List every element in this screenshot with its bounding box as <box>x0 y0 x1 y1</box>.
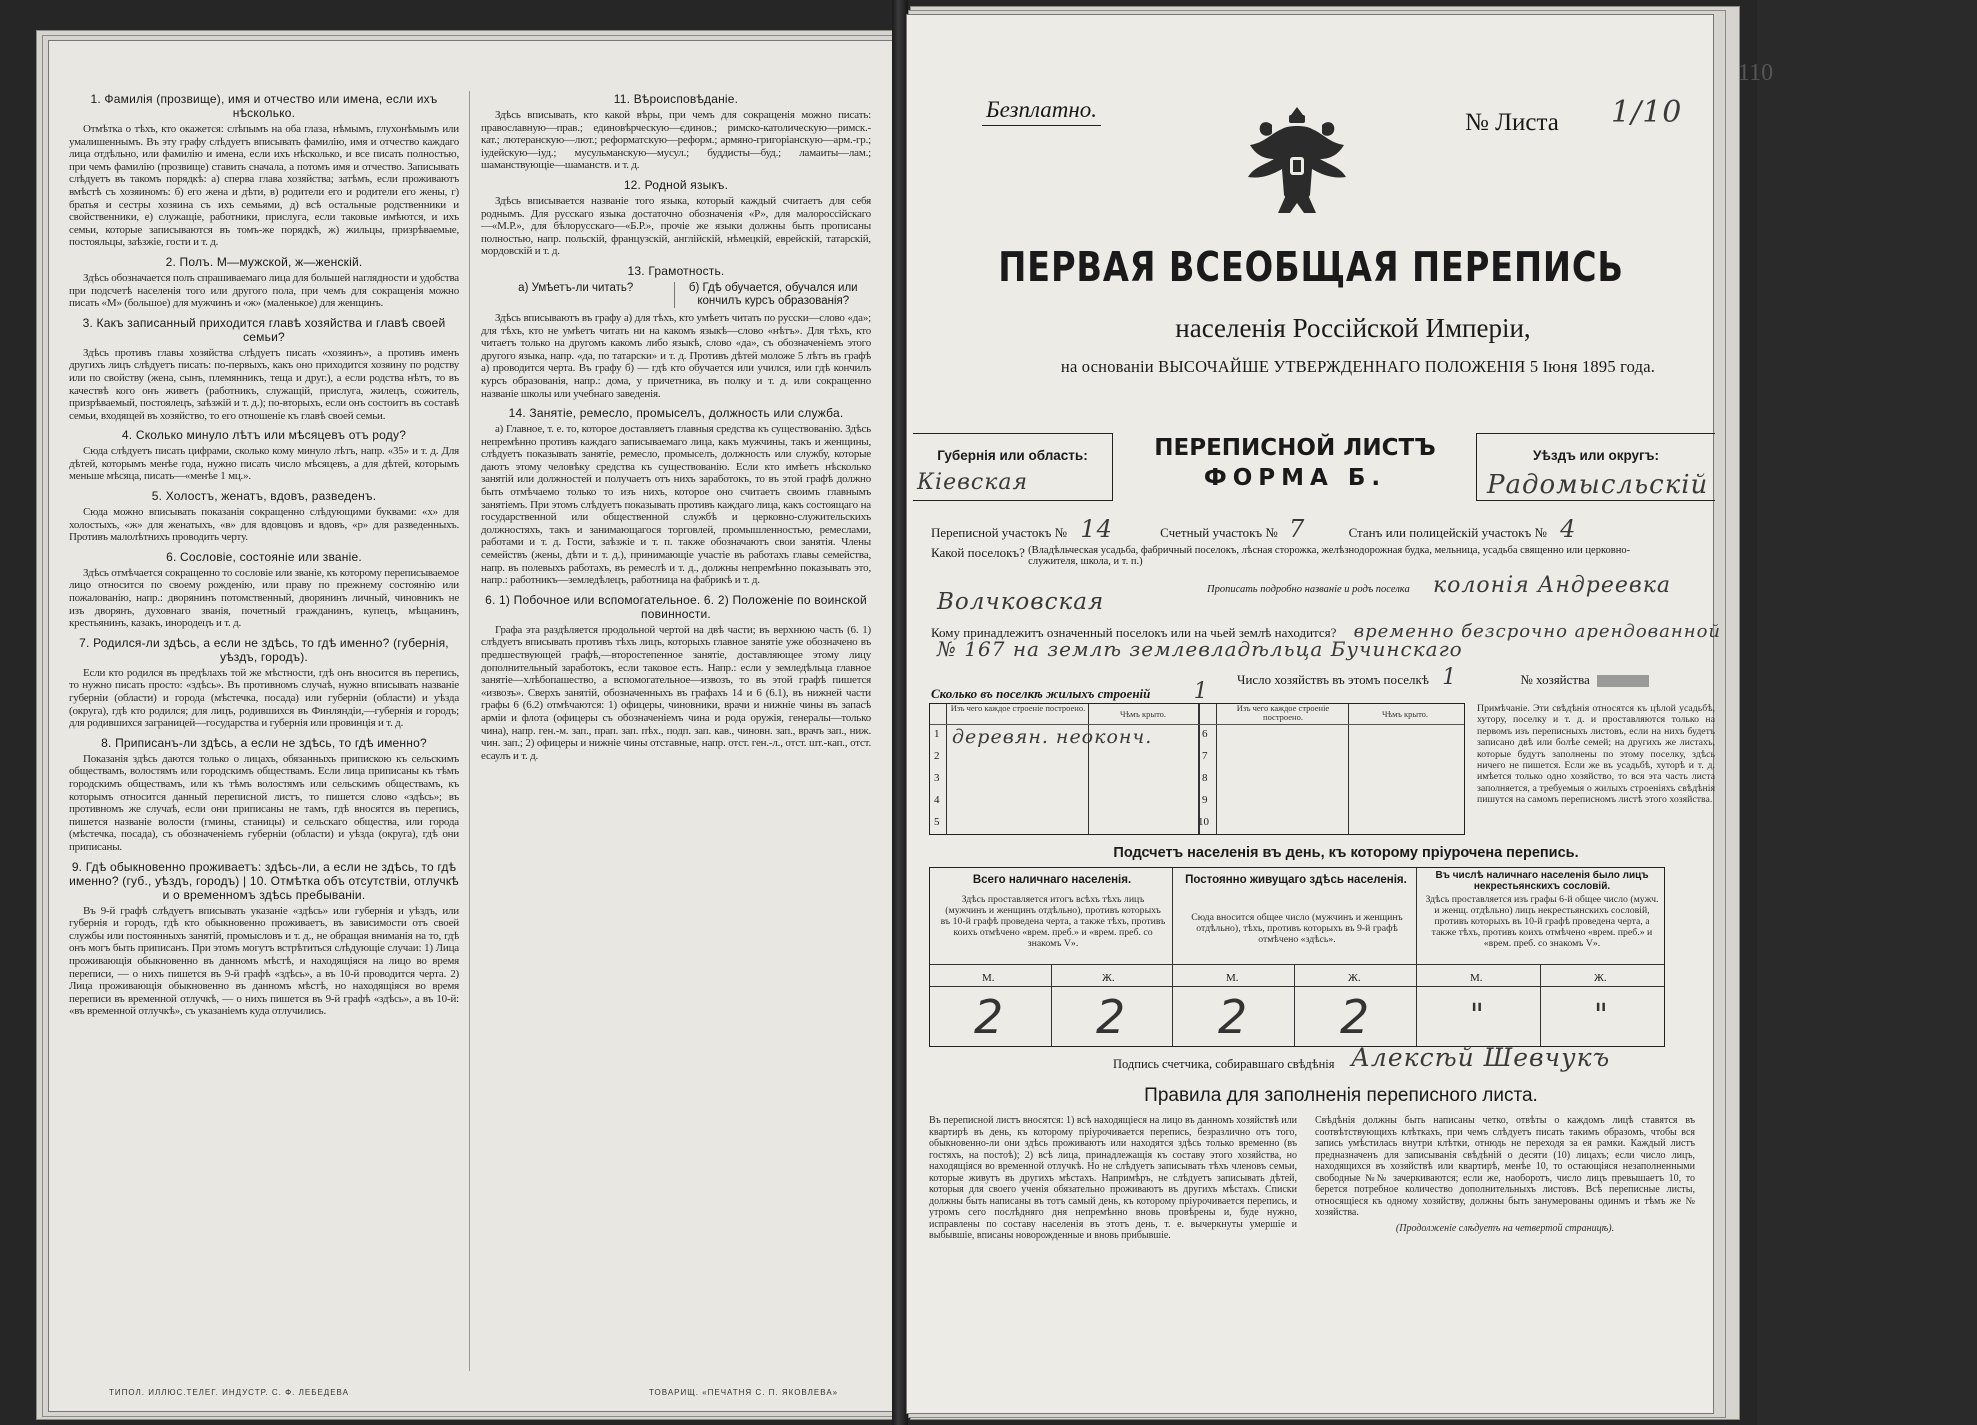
form-title-line-1: ПЕРЕПИСНОЙ ЛИСТЪ <box>1154 435 1436 461</box>
build-row-number: 3 <box>934 772 940 784</box>
stroeniy-value: 1 <box>1193 679 1209 704</box>
section-heading: 9. Гдѣ обыкновенно проживаетъ: здѣсь-ли, а если не здѣсь, то гдѣ именно? (губ., уѣздъ, городъ) | 10. Отмѣтка объ отсутствіи, отлучкѣ и о временномъ здѣсь пребываніи. <box>69 859 459 902</box>
gubernia-box <box>913 433 1113 501</box>
table-rule <box>930 986 1664 987</box>
free-label: Безплатно. <box>982 97 1101 126</box>
poselok-value-2: Волчковская <box>937 589 1105 615</box>
section-text: Здѣсь вписывается названіе того языка, который каждый считаетъ для себя роднымъ. Для русскаго языка достаточно обозначенія «Р», для малороссійскаго—«М.Р.», для бѣлорусскаго—«Б.Р.», прочіе же языки должны быть прописаны полностью, напр. польскій, французскій, англійскій, нѣмецкій, еврейскій, татарскій, мордовскій и т. д. <box>481 194 871 258</box>
build-header-roof-1: Чѣмъ крыто. <box>1119 709 1167 719</box>
section-text: Графа эта раздѣляется продольной чертой на двѣ части; въ верхнюю часть (6. 1) слѣдуетъ вписывать противъ тѣхъ лицъ, которыхъ главное занятіе уже обозначено въ предшествующей графѣ,—второстепенное занятіе, доставляющее этому лицу дополнительный заработокъ, если таковое есть. Напр.: если у земледѣльца главное занятіе—хлѣбопашество, а вспомогательное—извозъ, то въ этой графѣ пишется «извозъ». Сверхъ занятій, обозначенныхъ въ графахъ 14 и 6 (6.1), въ нижней части графы 6 (6.2) отмѣчаются: 1) офицеры, чиновники, врачи и нижніе чины въ запасѣ арміи и флота (офицеры съ обозначеніемъ чина и рода оружія, генералы—только чина), напр. ген.-м. зап., прап. зап. пѣх., подп. зап. кав., чиновн. зап., врачъ зап., ниж. чин. зап.; 2) офицеры и нижніе чины отставные, напр. отст. ген.-л., отст. шт.-кап., отст. есаулъ и т. д. <box>481 623 871 762</box>
count-m-label: М. <box>1226 972 1239 984</box>
section-text: Здѣсь вписывать, кто какой вѣры, при чемъ для сокращенія можно писать: православную—прав.; единовѣрческую—єдинов.; римско-католическую—римск.-кат.; лютеранскую—лют.; реформатскую—реформ.; армяно-григоріанскую—арм.-гр.; іудейскую—іуд.; мусульманскую—мусул.; буддисты—буд.; ламаиты—лам.; шаманствующіе—шаманств. и т. д. <box>481 109 871 172</box>
hoz-value: 1 <box>1442 665 1458 690</box>
count-col-total-desc: Здѣсь проставляется итогъ всѣхъ тѣхъ лицъ (мужчинъ и женщинъ отдѣльно), противъ которыхъ въ 10-й графѣ проведена черта, а также тѣхъ, противъ коихъ отмѣчено «врем. преб.» и «врем. преб. со знакомъ V». <box>940 894 1166 949</box>
count-total-f-value: 2 <box>1096 990 1126 1044</box>
gubernia-label: Губернія или область: <box>937 448 1088 463</box>
section-heading: 4. Сколько минуло лѣтъ или мѣсяцевъ отъ роду? <box>121 428 407 443</box>
build-row-number: 9 <box>1202 794 1208 806</box>
section-text: Показанія здѣсь даются только о лицахъ, обязанныхъ припискою къ сельскимъ обществамъ, волостямъ или городскимъ обществамъ. Если лица приписаны къ тѣмъ городскимъ обществамъ, или къ тѣмъ волостямъ или сельскимъ обществамъ, къ которымъ относится данный переписной листъ, то пишется слово «здѣсь»; въ противномъ же случаѣ, если они приписаны не тамъ, гдѣ вносятся въ перепись, пишется названіе волости (гмины, станицы) и сельскаго общества, или города (мѣстечка, посада), съ обозначеніемъ губерніи (области) и уѣзда (округа), гдѣ они приписаны. <box>69 752 459 853</box>
table-rule <box>1416 868 1417 1046</box>
zemlia-value-1: временно безсрочно арендованной <box>1353 621 1722 642</box>
table-rule <box>1294 964 1295 1046</box>
build-row-1-value: деревян. неоконч. <box>952 726 1153 748</box>
left-page-instructions <box>48 40 894 1412</box>
build-header-material-2: Изъ чего каждое строеніе построено. <box>1236 703 1330 722</box>
printer-footer-right: ТОВАРИЩ. «ПЕЧАТНЯ С. П. ЯКОВЛЕВА» <box>649 1388 839 1397</box>
schetny-label: Счетный участокъ № <box>1160 525 1278 540</box>
census-title: ПЕРВАЯ ВСЕОБЩАЯ ПЕРЕПИСЬ <box>998 243 1624 291</box>
zemlia-label: Кому принадлежитъ означенный поселокъ или на чьей землѣ находится? <box>931 625 1337 640</box>
build-row-number: 6 <box>1202 728 1208 740</box>
section-subheading: а) Умѣетъ-ли читать? <box>481 282 675 308</box>
instructions-column-2 <box>481 86 871 762</box>
section-heading: 3. Какъ записанный приходится главѣ хозяйства и главѣ своей семьи? <box>82 315 446 344</box>
population-count-table <box>929 867 1665 1047</box>
section-text: Сюда можно вписывать показанія сокращенно слѣдующими буквами: «х» для холостыхъ, «ж» для женатыхъ, «в» для вдовцовъ и вдовъ, «р» для разведенныхъ. Противъ малолѣтнихъ проводить черту. <box>69 506 459 544</box>
section-text: Отмѣтка о тѣхъ, кто окажется: слѣпымъ на оба глаза, нѣмымъ, глухонѣмымъ или умалишеннымъ. Въ эту графу слѣдуетъ вписывать фамилію, имя и отчество каждаго лица отдѣльно, или фамилію и имена, если ихъ нѣсколько, и все писать полностью, при чемъ фамилію (прозвище) ставить сначала, а потомъ имя и отчество. Записывать слѣдуетъ въ такомъ порядкѣ: а) сперва глава хозяйства; затѣмъ, если проживаютъ вмѣстѣ съ хозяиномъ: б) его жена и дѣти, в) родители его и родители его жены, г) братья и сестры хозяина съ ихъ семьями, д) всѣ остальные родственники и свойственники, е) служащіе, работники, прислуга, если таковые имѣются, и ихъ семьи, которые записываются въ томъ-же порядкѣ, ж) жильцы, призрѣваемые, постояльцы, заѣзжіе, гости и т. д. <box>69 123 459 249</box>
column-divider <box>469 91 470 1371</box>
rules-right-text: Свѣдѣнія должны быть написаны четко, отвѣты о каждомъ лицѣ ставятся въ соотвѣтствующихъ клѣткахъ, при чемъ слѣдуетъ писать такимъ образомъ, чтобы вся запись умѣстилась внутри клѣтки, отнюдь не переходя за ея рамки. Каждый листъ предназначенъ для записыванія свѣдѣній о десяти (10) лицахъ; если число лицъ, находящихся въ хозяйствѣ или квартирѣ, менѣе 10, то остающіяся незаполненными свободные №№ зачеркиваются; если же, наоборотъ, число лицъ превышаетъ 10, то берется потребное количество дополнительныхъ листовъ. Всѣ переписные листы, относящіеся къ одному хозяйству, должны быть занумерованы одинмъ и тѣмъ же № хозяйства. <box>1315 1115 1695 1218</box>
count-total-m-value: 2 <box>974 990 1004 1044</box>
section-heading: 7. Родился-ли здѣсь, а если не здѣсь, то гдѣ именно? (губернія, уѣздъ, городъ). <box>79 635 449 664</box>
stan-label: Станъ или полицейскій участокъ № <box>1348 525 1547 540</box>
build-row-number: 4 <box>934 794 940 806</box>
enumerator-signature: Алексѣй Шевчукъ <box>1351 1043 1611 1072</box>
poselok-value-1: колонія Андреевка <box>1432 573 1671 598</box>
count-f-label: Ж. <box>1348 972 1361 984</box>
build-header-roof-2: Чѣмъ крыто. <box>1381 709 1429 719</box>
section-heading: 14. Занятіе, ремесло, промыселъ, должность или служба. <box>508 406 844 421</box>
count-col-total-head: Всего наличнаго населенія. <box>972 874 1132 886</box>
rules-column-right <box>1315 1115 1695 1234</box>
build-header-material-1: Изъ чего каждое строеніе построено. <box>950 703 1086 713</box>
count-f-label: Ж. <box>1102 972 1115 984</box>
section-heading: 11. Вѣроисповѣданіе. <box>613 92 739 106</box>
rules-column-left: Въ переписной листъ вносятся: 1) всѣ находящіеся на лицо въ данномъ хозяйствѣ или квартирѣ въ день, къ которому пріурочивается перепись, безразлично отъ того, обыкновенно-ли они здѣсь проживаютъ или находятся здѣсь только временно (въ гостяхъ, на постоѣ); 2) всѣ лица, принадлежащія къ составу этого хозяйства, но находящіяся во временной отлучкѣ. Но не слѣдуетъ записывать тѣхъ членовъ семьи, которые живутъ въ другихъ мѣстахъ. Напримѣръ, не слѣдуетъ записывать дѣтей, которыя для своего ученія обязательно проживаютъ въ другихъ мѣстахъ. Списки должны быть написаны въ тотъ самый день, къ которому пріурочивается перепись, и утромъ сего послѣдняго дня непремѣнно вновь провѣрены и, буде нужно, исправлены по составу населенія въ этотъ день, т. е. вычеркнуты умершіе и выбывшіе, вписаны новорожденные и вновь прибывшіе. <box>929 1115 1297 1241</box>
sheet-number-label: № Листа <box>1465 109 1559 136</box>
section-heading: 1. Фамилія (прозвище), имя и отчество или имена, если ихъ нѣсколько. <box>90 92 438 120</box>
build-row-number: 7 <box>1202 750 1208 762</box>
count-m-label: М. <box>1470 972 1483 984</box>
stroeniy-label: Сколько въ поселкѣ жилыхъ строеній <box>931 686 1151 701</box>
schetny-value: 7 <box>1289 515 1306 543</box>
count-nonpeasant-f-value: " <box>1594 998 1608 1033</box>
stan-value: 4 <box>1560 515 1577 543</box>
section-text: а) Главное, т. е. то, которое доставляетъ главныя средства къ существованію. Здѣсь непремѣнно противъ каждаго записываемаго лица, какъ мужчины, такъ и женщины, слѣдуетъ показывать занятіе, ремесло, промыселъ, должность или службу, которые даютъ этому человѣку средства къ существованію. Если кто имѣетъ нѣсколько занятій или должностей и получаетъ отъ нихъ заработокъ, то въ этой графѣ должно быть отмѣчаемо только то изъ нихъ, которое оно считаетъ своимъ главнымъ занятіемъ. При этомъ слѣдуетъ показывать противъ каждаго лица, какъ состоящаго на государственной или общественной службѣ и церковно-служительскихъ должностяхъ, такъ и занимающагося торговлей, промышленностью, ремеслами, работами и т. д. Гости, заѣзжіе и т. п. также обозначаютъ свои занятія. Члены семействъ (жены, дѣти и т. д.), принимающіе участіе въ работахъ главы семейства, напр. въ полевыхъ работахъ, въ ремеслѣ и т. д., должны непремѣнно показывать это, напр.: работникъ—земледѣлецъ, работница на фабрикѣ и т. д. <box>481 423 871 587</box>
uezd-label: Уѣздъ или округъ: <box>1532 448 1660 463</box>
zemlia-value-2: № 167 на землѣ землевладѣльца Бучинскаго <box>937 637 1463 661</box>
rules-continuation-note: (Продолженіе слѣдуетъ на четвертой страницѣ). <box>1395 1222 1615 1234</box>
poselok-hint-2: Прописать подробно названіе и родъ поселка <box>1207 584 1410 595</box>
build-row-number: 5 <box>934 816 940 828</box>
printer-footer-left: ТИПОЛ. ИЛЛЮС.ТЕЛЕГ. ИНДУСТР. С. Ф. ЛЕБЕДЕВА <box>109 1388 349 1397</box>
table-rule <box>930 724 1464 725</box>
sheet-number-value: 1/10 <box>1611 95 1683 130</box>
table-rule <box>1172 868 1173 1046</box>
poselok-label: Какой поселокъ? <box>931 545 1025 560</box>
count-f-label: Ж. <box>1594 972 1607 984</box>
uezd-value: Радомысльскій <box>1487 470 1709 500</box>
census-legal-basis: на основаніи ВЫСОЧАЙШЕ УТВЕРЖДЕННАГО ПОЛОЖЕНІЯ 5 Іюня 1895 года. <box>1060 357 1656 376</box>
build-row-number: 1 <box>934 728 940 740</box>
build-row-number: 8 <box>1202 772 1208 784</box>
section-text: Здѣсь противъ главы хозяйства слѣдуетъ писать «хозяинъ», а противъ именъ другихъ лицъ слѣдуетъ писать: по-первыхъ, какъ оно приходится хозяину по родству или по свойству (жена, сынъ, племянникъ, теща и друг.), а если родства нѣтъ, то въ качествѣ кого онъ живетъ (работникъ, служащій, прислуга, жилецъ, сожитель, призрѣваемый, постоялецъ, заѣзжій и т. д.); по-вторыхъ, если онъ состоитъ въ составѣ семьи, входящей въ хозяйство, то его отношеніе къ главѣ своей семьи. <box>69 346 459 422</box>
count-permanent-f-value: 2 <box>1340 990 1370 1044</box>
count-col-permanent-desc: Сюда вносится общее число (мужчинъ и женщинъ отдѣльно), тѣхъ, противъ которыхъ въ 9-й графѣ отмѣчено «здѣсь». <box>1191 912 1403 945</box>
section-subheadings <box>481 282 871 308</box>
census-subtitle: населенія Россійской Имперіи, <box>1175 313 1531 343</box>
buildings-line <box>931 679 1701 704</box>
section-text: Здѣсь вписываютъ въ графу а) для тѣхъ, кто умѣетъ читать по русски—слово «да»; для тѣхъ, кто не умѣетъ читать ни на какомъ языкѣ—слово «нѣтъ». Для тѣхъ, кто читаетъ только на другомъ какомъ либо языкѣ, слово «да», съ обозначеніемъ этого другого языка, напр. «да, по татарски» и т. д. Противъ дѣтей моложе 5 лѣтъ въ графѣ а) проводится черта. Въ графу б) — гдѣ кто обучается или учился, или гдѣ кончилъ курсъ образованія, напр.: дома, у причетника, въ полку и т. д. или сокращенно названіе школы или учебнаго заведенія. <box>481 311 871 400</box>
buildings-table <box>929 703 1465 835</box>
count-nonpeasant-m-value: " <box>1470 998 1484 1033</box>
count-col-nonpeasant-desc: Здѣсь проставляется изъ графы 6-й общее число (мужч. и женщ. отдѣльно) лицъ некрестьянскихъ сословій, противъ которыхъ въ 10-й графѣ проведена черта, а также тѣхъ, противъ коихъ отмѣчено «врем. преб.» и «врем. преб. со знакомъ V». <box>1425 894 1659 949</box>
uezd-box <box>1476 433 1715 501</box>
settlement-line <box>931 545 1701 567</box>
section-heading: 6. Сословіе, состояніе или званіе. <box>166 549 362 564</box>
rules-heading: Правила для заполненія переписного листа. <box>1144 1085 1538 1106</box>
table-rule <box>1051 964 1052 1046</box>
table-rule <box>930 964 1664 965</box>
census-form-page <box>906 14 1722 1414</box>
count-col-permanent-head: Постоянно живущаго здѣсь населенія. <box>1185 874 1407 886</box>
hoz-no-label: № хозяйства <box>1520 672 1590 687</box>
district-line <box>931 515 1701 543</box>
section-heading: 5. Холостъ, женатъ, вдовъ, разведенъ. <box>151 489 377 504</box>
section-text: Здѣсь отмѣчается сокращенно то сословіе или званіе, къ которому переписываемое лицо относится по своему рожденію, или праву по прежнему состоянію или пожалованію, напр.: дворянинъ потомственный, дворянинъ личный, чиновникъ не изъ дворянъ, духовнаго званія, почетный гражданинъ, купецъ, мѣщанинъ, крестьянинъ, казакъ, инородецъ и т. д. <box>69 566 459 630</box>
count-col-nonpeasant-head: Въ числѣ наличнаго населенія было лицъ некрестьянскихъ сословій. <box>1435 870 1649 892</box>
section-heading: 6. 1) Побочное или вспомогательное. 6. 2) Положеніе по воинской повинности. <box>485 592 867 621</box>
population-count-heading: Подсчетъ населенія въ день, къ которому пріурочена перепись. <box>1113 845 1579 861</box>
count-permanent-m-value: 2 <box>1218 990 1248 1044</box>
section-text: Здѣсь обозначается полъ спрашиваемаго лица для большей наглядности и удобства при подсчетѣ населенія того или другого пола, при чемъ для сокращенія можно писать «М» (большое) для мужчинъ и «ж» (маленькое) для женщинъ. <box>69 271 459 310</box>
build-row-number: 2 <box>934 750 940 762</box>
section-heading: 2. Полъ. М—мужской, ж—женскій. <box>165 254 363 269</box>
section-subheading: б) Гдѣ обучается, обучался или кончилъ курсъ образованія? <box>688 281 858 307</box>
enumerator-signature-label: Подпись счетчика, собиравшаго свѣдѣнія <box>1113 1057 1335 1071</box>
section-heading: 12. Родной языкъ. <box>623 177 729 192</box>
section-text: Если кто родился въ предѣлахъ той же мѣстности, гдѣ онъ вносится въ перепись, то нужно писать просто: «здѣсь». Въ противномъ случаѣ, нужно вписывать названіе губерніи (области) и города (мѣстечка, посада) или губерніи (области) и уѣзда (округа), гдѣ кто родился; для лицъ, родившихся въ Финляндіи,—губернія и городъ; для родившихся заграницей—государства и губернія или провинція и т. д. <box>69 666 459 730</box>
section-heading: 13. Грамотность. <box>627 263 725 278</box>
instructions-column-1 <box>69 86 459 1018</box>
buildings-note: Примѣчаніе. Эти свѣдѣнія относятся къ цѣлой усадьбѣ, хутору, поселку и т. д. и проставляются только на первомъ изъ переписныхъ листовъ, если на нихъ будетъ записано двѣ или болѣе семей; на другихъ же листахъ, которые будутъ заполнены по этому поселку, здѣсь ничего не пишется. Если же въ усадьбѣ, хуторѣ и т. д. имѣется только одно хозяйство, то вся эта часть листа заполняется, а требуемыя о жилыхъ строеніяхъ свѣдѣнія пишутся на самомъ переписномъ листѣ этого хозяйства. <box>1477 703 1715 806</box>
settlement-hint-line <box>1207 573 1977 598</box>
poselok-hint: (Владѣльческая усадьба, фабричный поселокъ, лѣсная сторожка, желѣзнодорожная будка, мельница, усадьба священно или церковно-служителя, школа, и т. п.) <box>1028 545 1631 567</box>
hoz-label: Число хозяйствъ въ этомъ поселкѣ <box>1237 672 1429 687</box>
count-m-label: М. <box>982 972 995 984</box>
table-rule <box>1540 964 1541 1046</box>
archive-margin-number: 110 <box>1738 60 1774 86</box>
uchastok-label: Переписной участокъ № <box>931 525 1068 540</box>
section-text: Въ 9-й графѣ слѣдуетъ вписывать указаніе «здѣсь» или губернія и уѣздъ, или губернія и городъ, гдѣ кто обыкновенно проживаетъ, въ зависимости отъ своей службы или постоянныхъ занятій, промысловъ и т. д., не обращая вниманія на то, гдѣ онъ могъ быть приписанъ. При этомъ могутъ встрѣтиться слѣдующіе случаи: 1) Лица проживающія обыкновенно въ данномъ мѣстѣ, и находящіяся на лицо во время переписи, — о нихъ пишется въ 9-й графѣ «здѣсь», а въ 10-й проводится черта. 2) Лица проживающія обыкновенно въ данномъ мѣстѣ, но находящіяся во время переписи въ временной отлучкѣ, — о нихъ пишется въ 9-й графѣ «здѣсь», а въ 10-й: «въ временной отлучкѣ», съ указаніемъ куда отлучились. <box>69 904 459 1018</box>
gubernia-value: Кіевская <box>917 470 1029 495</box>
build-row-number: 10 <box>1198 816 1209 828</box>
uchastok-value: 14 <box>1080 515 1113 543</box>
form-title-line-2: ФОРМА Б. <box>1203 465 1387 491</box>
form-title <box>1125 433 1465 493</box>
section-heading: 8. Приписанъ-ли здѣсь, а если не здѣсь, то гдѣ именно? <box>101 735 427 750</box>
section-text: Сюда слѣдуетъ писать цифрами, сколько кому минуло лѣтъ, напр. «35» и т. д. Для дѣтей, которымъ менѣе года, нужно писать число мѣсяцевъ, а для дѣтей, которымъ меньше мѣсяца, писать—«менѣе 1 мц.». <box>69 445 459 483</box>
double-headed-eagle-emblem <box>1242 103 1352 223</box>
